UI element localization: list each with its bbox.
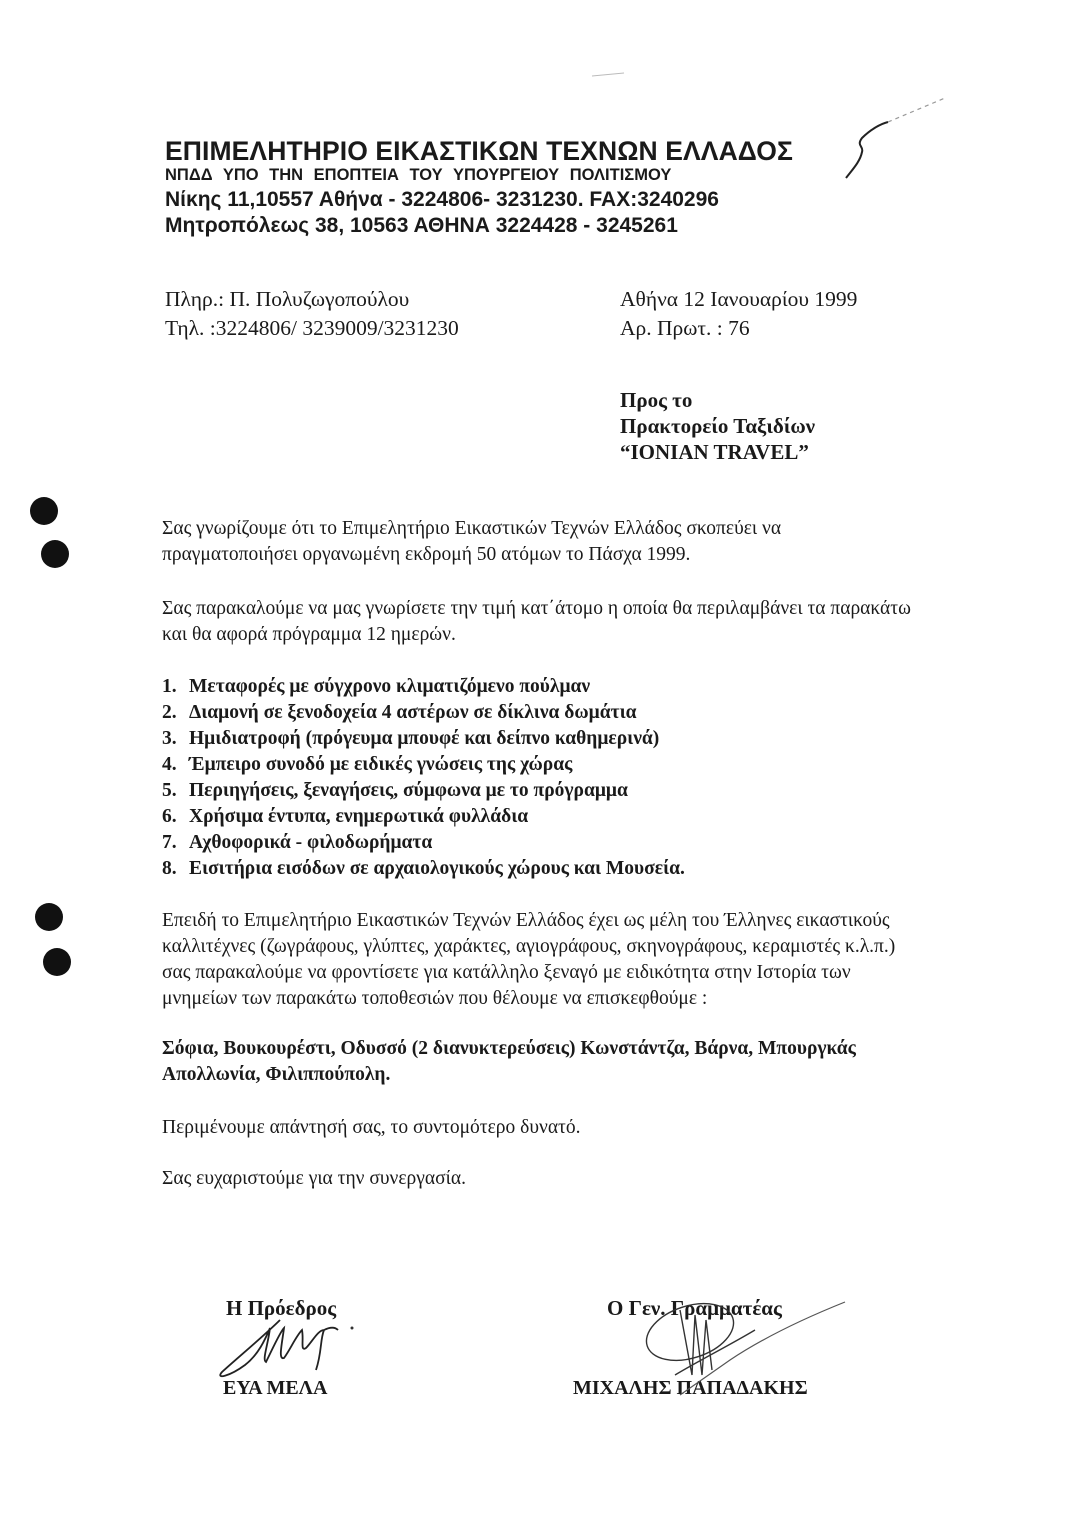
hole-punch-mark [41, 540, 69, 568]
list-item-text: Χρήσιμα έντυπα, ενημερωτικά φυλλάδια [189, 806, 529, 827]
list-item-number: 1. [162, 676, 177, 697]
list-item-number: 4. [162, 754, 177, 775]
organization-subtitle: ΝΠΔΔ ΥΠΟ ΤΗΝ ΕΠΟΠΤΕΙΑ ΤΟΥ ΥΠΟΥΡΓΕΙΟΥ ΠΟΛΙΤΙΣΜΟΥ [165, 166, 672, 184]
pen-mark [590, 70, 630, 80]
list-item [162, 804, 685, 830]
signatory-name: ΜΙΧΑΛΗΣ ΠΑΠΑΔΑΚΗΣ [573, 1377, 808, 1399]
list-item-number: 8. [162, 858, 177, 879]
recipient-name: “IONIAN TRAVEL” [620, 440, 809, 464]
hole-punch-mark [30, 497, 58, 525]
list-item [162, 752, 685, 778]
list-item [162, 856, 685, 882]
list-item-number: 7. [162, 832, 177, 853]
signatory-title: Ο Γεν. Γραμματέας [607, 1296, 782, 1320]
list-item-text: Ημιδιατροφή (πρόγευμα μπουφέ και δείπνο καθημερινά) [189, 728, 660, 749]
pen-mark [780, 60, 980, 200]
closing-line: Σας ευχαριστούμε για την συνεργασία. [162, 1168, 466, 1189]
list-item [162, 674, 685, 700]
list-item-number: 6. [162, 806, 177, 827]
list-item [162, 700, 685, 726]
body-paragraph: Σας γνωρίζουμε ότι το Επιμελητήριο Εικαστικών Τεχνών Ελλάδος σκοπεύει να πραγματοποιήσει οργανωμένη εκδρομή 50 ατόμων το Πάσχα 1999. [162, 518, 782, 565]
protocol-number: Αρ. Πρωτ. : 76 [620, 316, 750, 340]
organization-title: ΕΠΙΜΕΛΗΤΗΡΙΟ ΕΙΚΑΣΤΙΚΩΝ ΤΕΧΝΩΝ ΕΛΛΑΔΟΣ [165, 136, 793, 166]
signatory-title: Η Πρόεδρος [226, 1296, 337, 1320]
list-item-number: 5. [162, 780, 177, 801]
reference-contact: Πληρ.: Π. Πολυζωγοπούλου [165, 287, 410, 311]
destinations-list: Σόφια, Βουκουρέστι, Οδυσσό (2 διανυκτερεύσεις) Κωνστάντζα, Βάρνα, Μπουργκάς Απολλωνία, Φιλιππούπολη. [162, 1038, 856, 1085]
organization-address-2: Μητροπόλεως 38, 10563 ΑΘΗΝΑ 3224428 - 3245261 [165, 214, 678, 237]
recipient-line: Πρακτορείο Ταξιδίων [620, 414, 816, 438]
signature-right [620, 1290, 860, 1400]
list-item-text: Εισιτήρια εισόδων σε αρχαιολογικούς χώρους και Μουσεία. [189, 858, 685, 879]
list-item-text: Μεταφορές με σύγχρονο κλιματιζόμενο πούλμαν [189, 676, 591, 697]
list-item-text: Αχθοφορικά - φιλοδωρήματα [189, 832, 433, 853]
signature-left [210, 1300, 370, 1390]
list-item [162, 830, 685, 856]
list-item-text: Διαμονή σε ξενοδοχεία 4 αστέρων σε δίκλινα δωμάτια [189, 702, 637, 723]
list-item-number: 2. [162, 702, 177, 723]
hole-punch-mark [43, 948, 71, 976]
body-paragraph: Σας παρακαλούμε να μας γνωρίσετε την τιμή κατ΄άτομο η οποία θα περιλαμβάνει τα παρακάτω και θα αφορά πρόγραμμα 12 ημερών. [162, 598, 911, 645]
list-item [162, 726, 685, 752]
hole-punch-mark [35, 903, 63, 931]
letter-date: Αθήνα 12 Ιανουαρίου 1999 [620, 287, 858, 311]
recipient-line: Προς το [620, 388, 693, 412]
list-item-text: Περιηγήσεις, ξεναγήσεις, σύμφωνα με το πρόγραμμα [189, 780, 628, 801]
list-item [162, 778, 685, 804]
list-item-number: 3. [162, 728, 177, 749]
body-paragraph: Επειδή το Επιμελητήριο Εικαστικών Τεχνών Ελλάδος έχει ως μέλη του Έλληνες εικαστικούς καλλιτέχνες (ζωγράφους, γλύπτες, χαράκτες, αγιογράφους, σκηνογράφους, κεραμιστές κ.λ.π.) σας παρακαλούμε να φροντίσετε για κατάλληλο ξεναγό με ειδικότητα στην Ιστορία των μνημείων των παρακάτω τοποθεσιών που θέλουμε να επισκεφθούμε : [162, 910, 896, 1009]
reference-phone: Τηλ. :3224806/ 3239009/3231230 [165, 316, 459, 340]
signatory-name: ΕΥΑ ΜΕΛΑ [223, 1377, 328, 1399]
list-item-text: Έμπειρο συνοδό με ειδικές γνώσεις της χώρας [189, 754, 573, 775]
body-paragraph: Περιμένουμε απάντησή σας, το συντομότερο δυνατό. [162, 1117, 581, 1138]
organization-address-1: Νίκης 11,10557 Αθήνα - 3224806- 3231230. FAX:3240296 [165, 188, 719, 211]
services-list [162, 674, 685, 882]
